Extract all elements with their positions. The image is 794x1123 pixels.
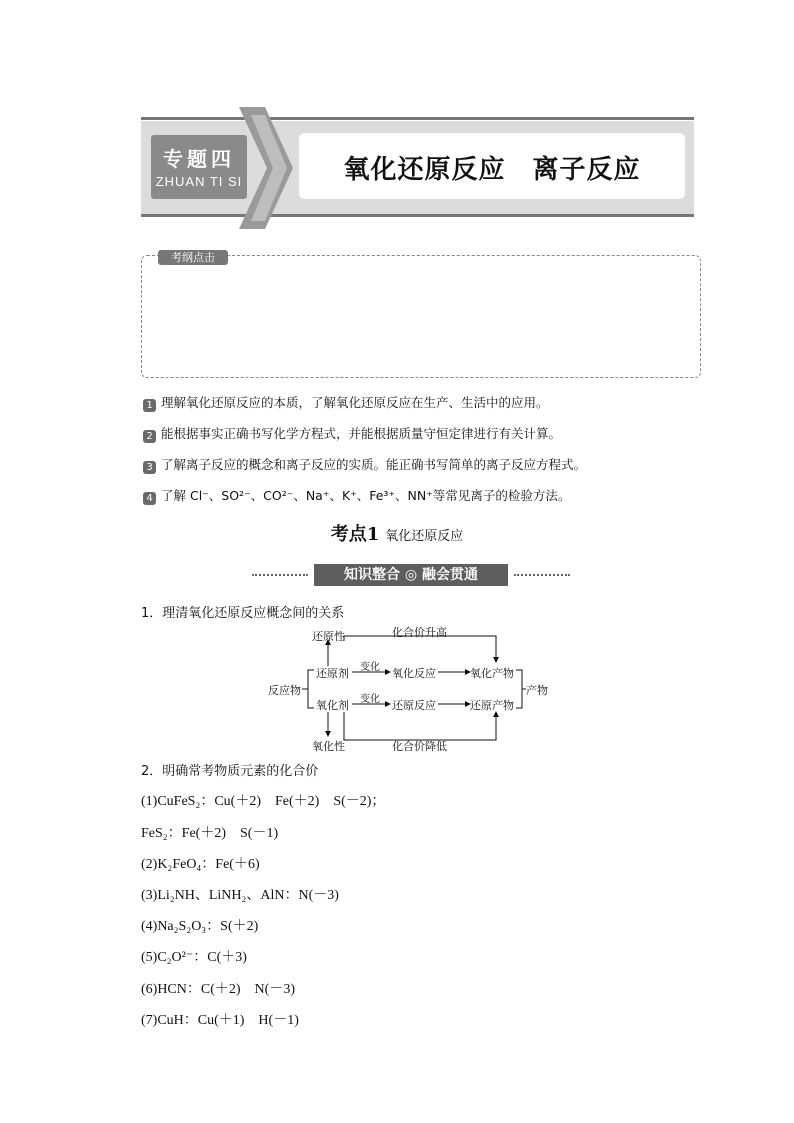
- valence-line: (3)Li₂NH、LiNH₂、AlN：N(－3): [141, 888, 339, 903]
- oxidation-product-label: 氧化产物: [470, 667, 514, 680]
- valence-line: (4)Na₂S₂O₃：S(＋2): [141, 919, 259, 934]
- point-text: 了解离子反应的概念和离子反应的实质。能正确书写简单的离子反应方程式。: [161, 457, 587, 472]
- valence-line: (5)C₂O²⁻：C(＋3): [141, 950, 247, 965]
- valence-line: (6)HCN：C(＋2) N(－3): [141, 982, 295, 997]
- kaodian-main: 考点1: [330, 524, 380, 545]
- reactant-label: 反应物: [268, 684, 301, 697]
- point-text: 了解 Cl⁻、SO²⁻、CO²⁻、Na⁺、K⁺、Fe³⁺、NN⁺等常见离子的检验方法。: [161, 488, 571, 503]
- valence-up-label: 化合价升高: [392, 626, 447, 639]
- banner-stripe-bottom: [141, 214, 694, 217]
- topic-label-cn: 专题四: [163, 147, 235, 171]
- section-bar: [252, 564, 570, 586]
- chevron-arrow-icon: [237, 107, 295, 229]
- banner-stripe-top: [141, 117, 694, 120]
- number-badge-icon: 1: [143, 399, 156, 412]
- number-badge-icon: 3: [143, 461, 156, 474]
- title-box: [299, 133, 685, 199]
- topic-box: [151, 135, 247, 199]
- syllabus-points: [143, 394, 703, 518]
- syllabus-tag: 考纲点击: [158, 250, 228, 265]
- valence-down-label: 化合价降低: [392, 740, 447, 753]
- concept-diagram: [268, 622, 558, 754]
- reduction-reaction-label: 还原反应: [392, 699, 436, 712]
- valence-line: FeS₂：Fe(＋2) S(－1): [141, 826, 279, 841]
- reductant-label: 还原剂: [316, 667, 349, 680]
- dotted-divider-left: [252, 574, 308, 576]
- point-item: [143, 425, 703, 456]
- change-label-bottom: 变化: [360, 694, 380, 705]
- point-text: 能根据事实正确书写化学方程式，并能根据质量守恒定律进行有关计算。: [161, 426, 562, 441]
- point-item: [143, 456, 703, 487]
- change-label-top: 变化: [360, 662, 380, 673]
- topic-label-en: ZHUAN TI SI: [155, 174, 243, 189]
- oxidation-reaction-label: 氧化反应: [392, 667, 436, 680]
- valence-line: (2)K₂FeO₄：Fe(＋6): [141, 857, 260, 872]
- dotted-divider-right: [514, 574, 570, 576]
- section-label: 知识整合 ◎ 融会贯通: [314, 564, 508, 586]
- reduction-product-label: 还原产物: [470, 699, 514, 712]
- chapter-banner: [141, 113, 694, 223]
- heading-valences: 2．明确常考物质元素的化合价: [141, 764, 319, 779]
- oxidant-label: 氧化剂: [316, 699, 349, 712]
- chapter-title: 氧化还原反应 离子反应: [343, 155, 641, 185]
- syllabus-box: [141, 251, 701, 378]
- point-item: [143, 394, 703, 425]
- valence-line: (7)CuH：Cu(＋1) H(－1): [141, 1013, 299, 1028]
- kaodian-sub: 氧化还原反应: [385, 529, 464, 544]
- number-badge-icon: 4: [143, 492, 156, 505]
- oxidant-property-label: 氧化性: [312, 740, 345, 753]
- heading-concept-relation: 1．理清氧化还原反应概念间的关系: [141, 606, 345, 621]
- product-label: 产物: [526, 684, 548, 697]
- number-badge-icon: 2: [143, 430, 156, 443]
- valence-line: (1)CuFeS₂：Cu(＋2) Fe(＋2) S(－2)；: [141, 794, 386, 809]
- point-item: [143, 487, 703, 518]
- point-text: 理解氧化还原反应的本质，了解氧化还原反应在生产、生活中的应用。: [161, 395, 549, 410]
- reductant-property-label: 还原性: [312, 630, 345, 643]
- kaodian-heading: [0, 520, 794, 546]
